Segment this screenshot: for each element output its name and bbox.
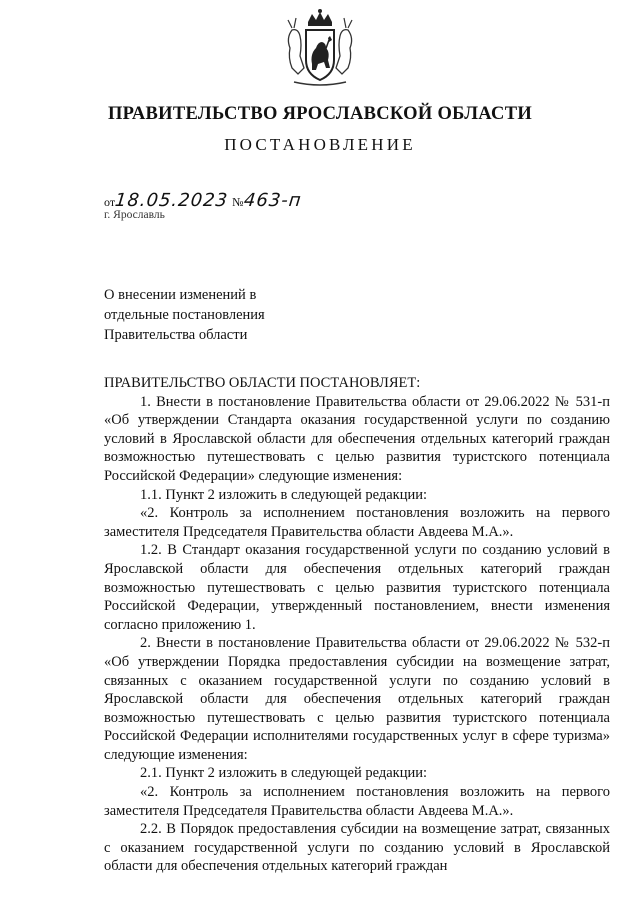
paragraph: 1. Внести в постановление Правительства области от 29.06.2022 № 531-п «Об утверждении Стандарта оказания государственной услуги по созданию условий в Ярославской области для обеспечения отдельных категорий граждан возможностью путешествовать с целью развития туристского потенциала Российской Федерации» следующие изменения:	[104, 393, 610, 484]
subject-line: О внесении изменений в	[104, 287, 257, 303]
document-body	[104, 374, 610, 876]
coat-of-arms-icon	[272, 8, 368, 92]
paragraph: 2. Внести в постановление Правительства области от 29.06.2022 № 532-п «Об утверждении Порядка предоставления субсидии на возмещение затрат, связанных с оказанием государственной услуги по созданию условий в Ярославской области для обеспечения отдельных категорий граждан возможностью путешествовать с целью развития туристского потенциала Российской Федерации исполнителями государственных услуг в сфере туризма» следующие изменения:	[104, 635, 610, 763]
date-prefix: от	[104, 195, 116, 209]
document-date: 18.05.2023	[113, 190, 230, 211]
paragraph: 1.2. В Стандарт оказания государственной услуги по созданию условий в Ярославской области для обеспечения отдельных категорий граждан возможностью путешествовать с целью развития туристского потенциала Российской Федерации, утвержденный постановлением, внести изменения согласно приложению 1.	[104, 542, 610, 633]
paragraph: «2. Контроль за исполнением постановления возложить на первого заместителя Председателя Правительства области Авдеева М.А.».	[104, 784, 610, 819]
government-title: ПРАВИТЕЛЬСТВО ЯРОСЛАВСКОЙ ОБЛАСТИ	[107, 104, 533, 124]
number-prefix: №	[232, 195, 244, 209]
city: г. Ярославль	[104, 209, 165, 221]
document-subject	[104, 285, 265, 345]
paragraph: 2.1. Пункт 2 изложить в следующей редакции:	[140, 765, 428, 782]
document-type: ПОСТАНОВЛЕНИЕ	[224, 135, 416, 154]
resolves-heading: ПРАВИТЕЛЬСТВО ОБЛАСТИ ПОСТАНОВЛЯЕТ:	[104, 375, 421, 391]
document-number: 463-п	[242, 190, 303, 211]
paragraph: 1.1. Пункт 2 изложить в следующей редакции:	[140, 486, 428, 503]
paragraph: 2.2. В Порядок предоставления субсидии на возмещение затрат, связанных с оказанием государственной услуги по созданию условий в Ярославской области для обеспечения отдельных категорий граждан	[104, 821, 610, 875]
date-number-line	[104, 190, 301, 211]
paragraph: «2. Контроль за исполнением постановления возложить на первого заместителя Председателя Правительства области Авдеева М.А.».	[104, 505, 610, 540]
subject-line: отдельные постановления	[104, 307, 265, 323]
subject-line: Правительства области	[104, 327, 248, 343]
